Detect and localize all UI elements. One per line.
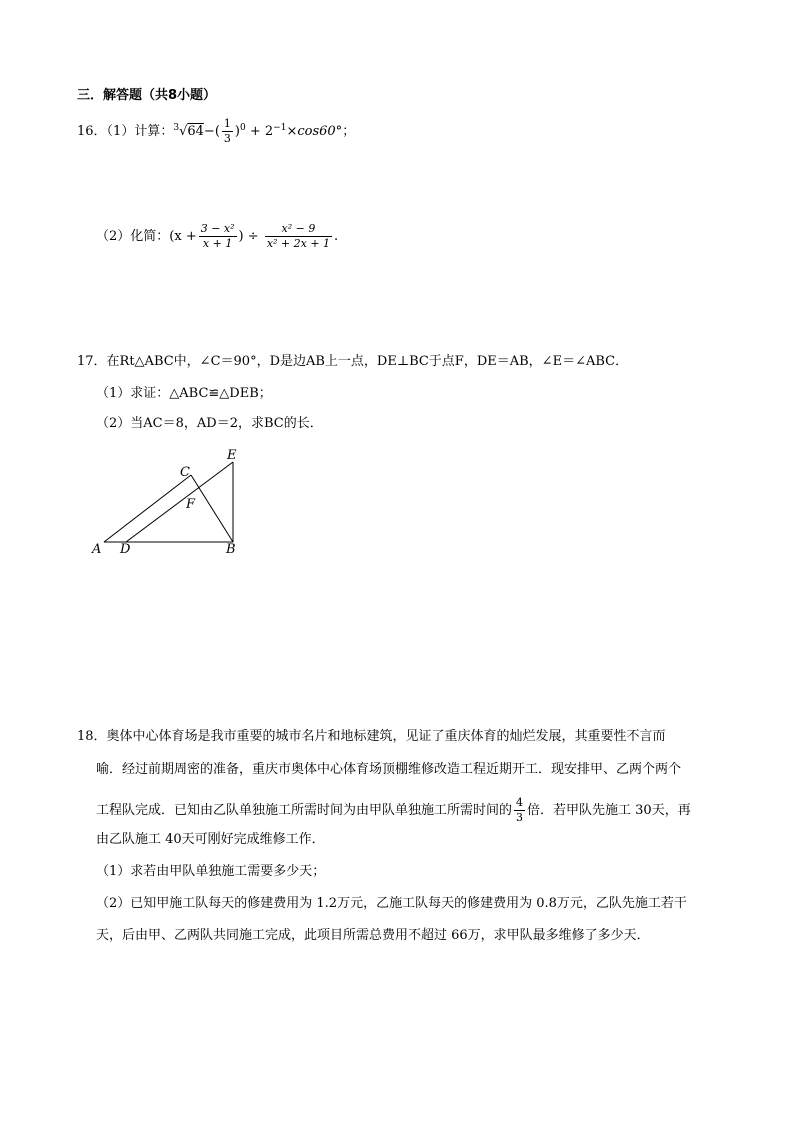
- left-paren-x: (x +: [169, 229, 197, 244]
- segment-CB: [191, 475, 233, 542]
- q18-line2: 喻．经过前期周密的准备，重庆市奥体中心体育场顶棚维修改造工程近期开工．现安排甲、乙两个两个: [96, 762, 682, 777]
- section-title: 三．解答题（共8小题）: [77, 88, 217, 103]
- label-D: D: [120, 542, 131, 557]
- q18-line3: [96, 796, 691, 825]
- radicand: 64: [187, 124, 204, 139]
- fraction-1-denominator: x + 1: [199, 236, 237, 251]
- q16-number: 16．: [77, 124, 107, 139]
- fraction-2-denominator: x² + 2x + 1: [266, 237, 331, 250]
- fraction-denominator: 3: [516, 811, 524, 824]
- end-punct: .: [334, 229, 339, 244]
- root-index: 3: [173, 123, 180, 133]
- segment-AC: [104, 475, 191, 542]
- left-paren: (: [214, 124, 220, 139]
- q16-part2: [96, 222, 338, 251]
- right-paren: ): [238, 229, 244, 244]
- triangle-figure: [90, 445, 260, 560]
- q16-part2-expression: [169, 222, 339, 250]
- label-A: A: [92, 542, 102, 557]
- label-C: C: [180, 465, 190, 480]
- minus-sign: −: [203, 124, 215, 139]
- exponent-neg-one: −1: [273, 123, 287, 133]
- q16-part1: [77, 117, 355, 146]
- fraction-2: [265, 222, 332, 251]
- q16-part1-label: （1）计算：: [106, 124, 174, 139]
- q17-stem: 17．在Rt△ABC中，∠C＝90°，D是边AB上一点，DE⊥BC于点F，DE＝AB，∠E＝∠ABC．: [77, 354, 629, 369]
- label-F: F: [186, 497, 196, 512]
- q16-part2-label: （2）化简：: [96, 229, 170, 244]
- q18-line1: 18．奥体中心体育场是我市重要的城市名片和地标建筑，见证了重庆体育的灿烂发展，其重要性不言而: [77, 729, 666, 744]
- end-punct: ；: [342, 124, 356, 139]
- q16-part1-expression: $^3$√64−( $\frac{1}{3}$ )$^0 + 2^{-1}\times\cos 60^\circ$；: [173, 117, 356, 145]
- q18-line3-text-a: 工程队完成．已知由乙队单独施工所需时间为由甲队单独施工所需时间的: [96, 803, 513, 818]
- q18-line3-text-b: 倍．若甲队先施工 30天，再: [527, 803, 691, 818]
- fraction-numerator: 4: [516, 796, 524, 809]
- fraction-denominator: 3: [223, 132, 231, 145]
- q18-part2-line1: （2）已知甲施工队每天的修建费用为 1.2万元，乙施工队每天的修建费用为 0.8万元，乙队先施工若干: [96, 896, 687, 911]
- times-sign: ×: [286, 124, 298, 139]
- q17-part1: （1）求证：△ABC≌△DEB；: [96, 386, 272, 401]
- base-two: 2: [264, 124, 274, 139]
- q17-part2: （2）当AC＝8，AD＝2，求BC的长．: [96, 416, 323, 431]
- fraction-one-third: [222, 117, 233, 146]
- cos-term: cos60°: [297, 124, 343, 139]
- fraction-four-thirds: [514, 796, 525, 825]
- divide-sign: ÷: [247, 229, 259, 244]
- fraction-numerator: 1: [223, 117, 231, 130]
- right-paren: ): [234, 124, 240, 139]
- q18-line4: 由乙队施工 40天可刚好完成维修工作．: [96, 832, 325, 847]
- plus-sign: +: [249, 124, 261, 139]
- fraction-1: [199, 222, 237, 251]
- exponent-zero: 0: [239, 123, 246, 133]
- q18-part1: （1）求若由甲队单独施工需要多少天；: [96, 864, 326, 879]
- q18-part2-line2: 天，后由甲、乙两队共同施工完成，此项目所需总费用不超过 66万，求甲队最多维修了多少天．: [96, 928, 650, 943]
- label-B: B: [226, 542, 236, 557]
- fraction-1-numerator: 3 − x²: [200, 222, 235, 235]
- fraction-2-numerator: x² − 9: [281, 222, 316, 235]
- label-E: E: [227, 448, 237, 463]
